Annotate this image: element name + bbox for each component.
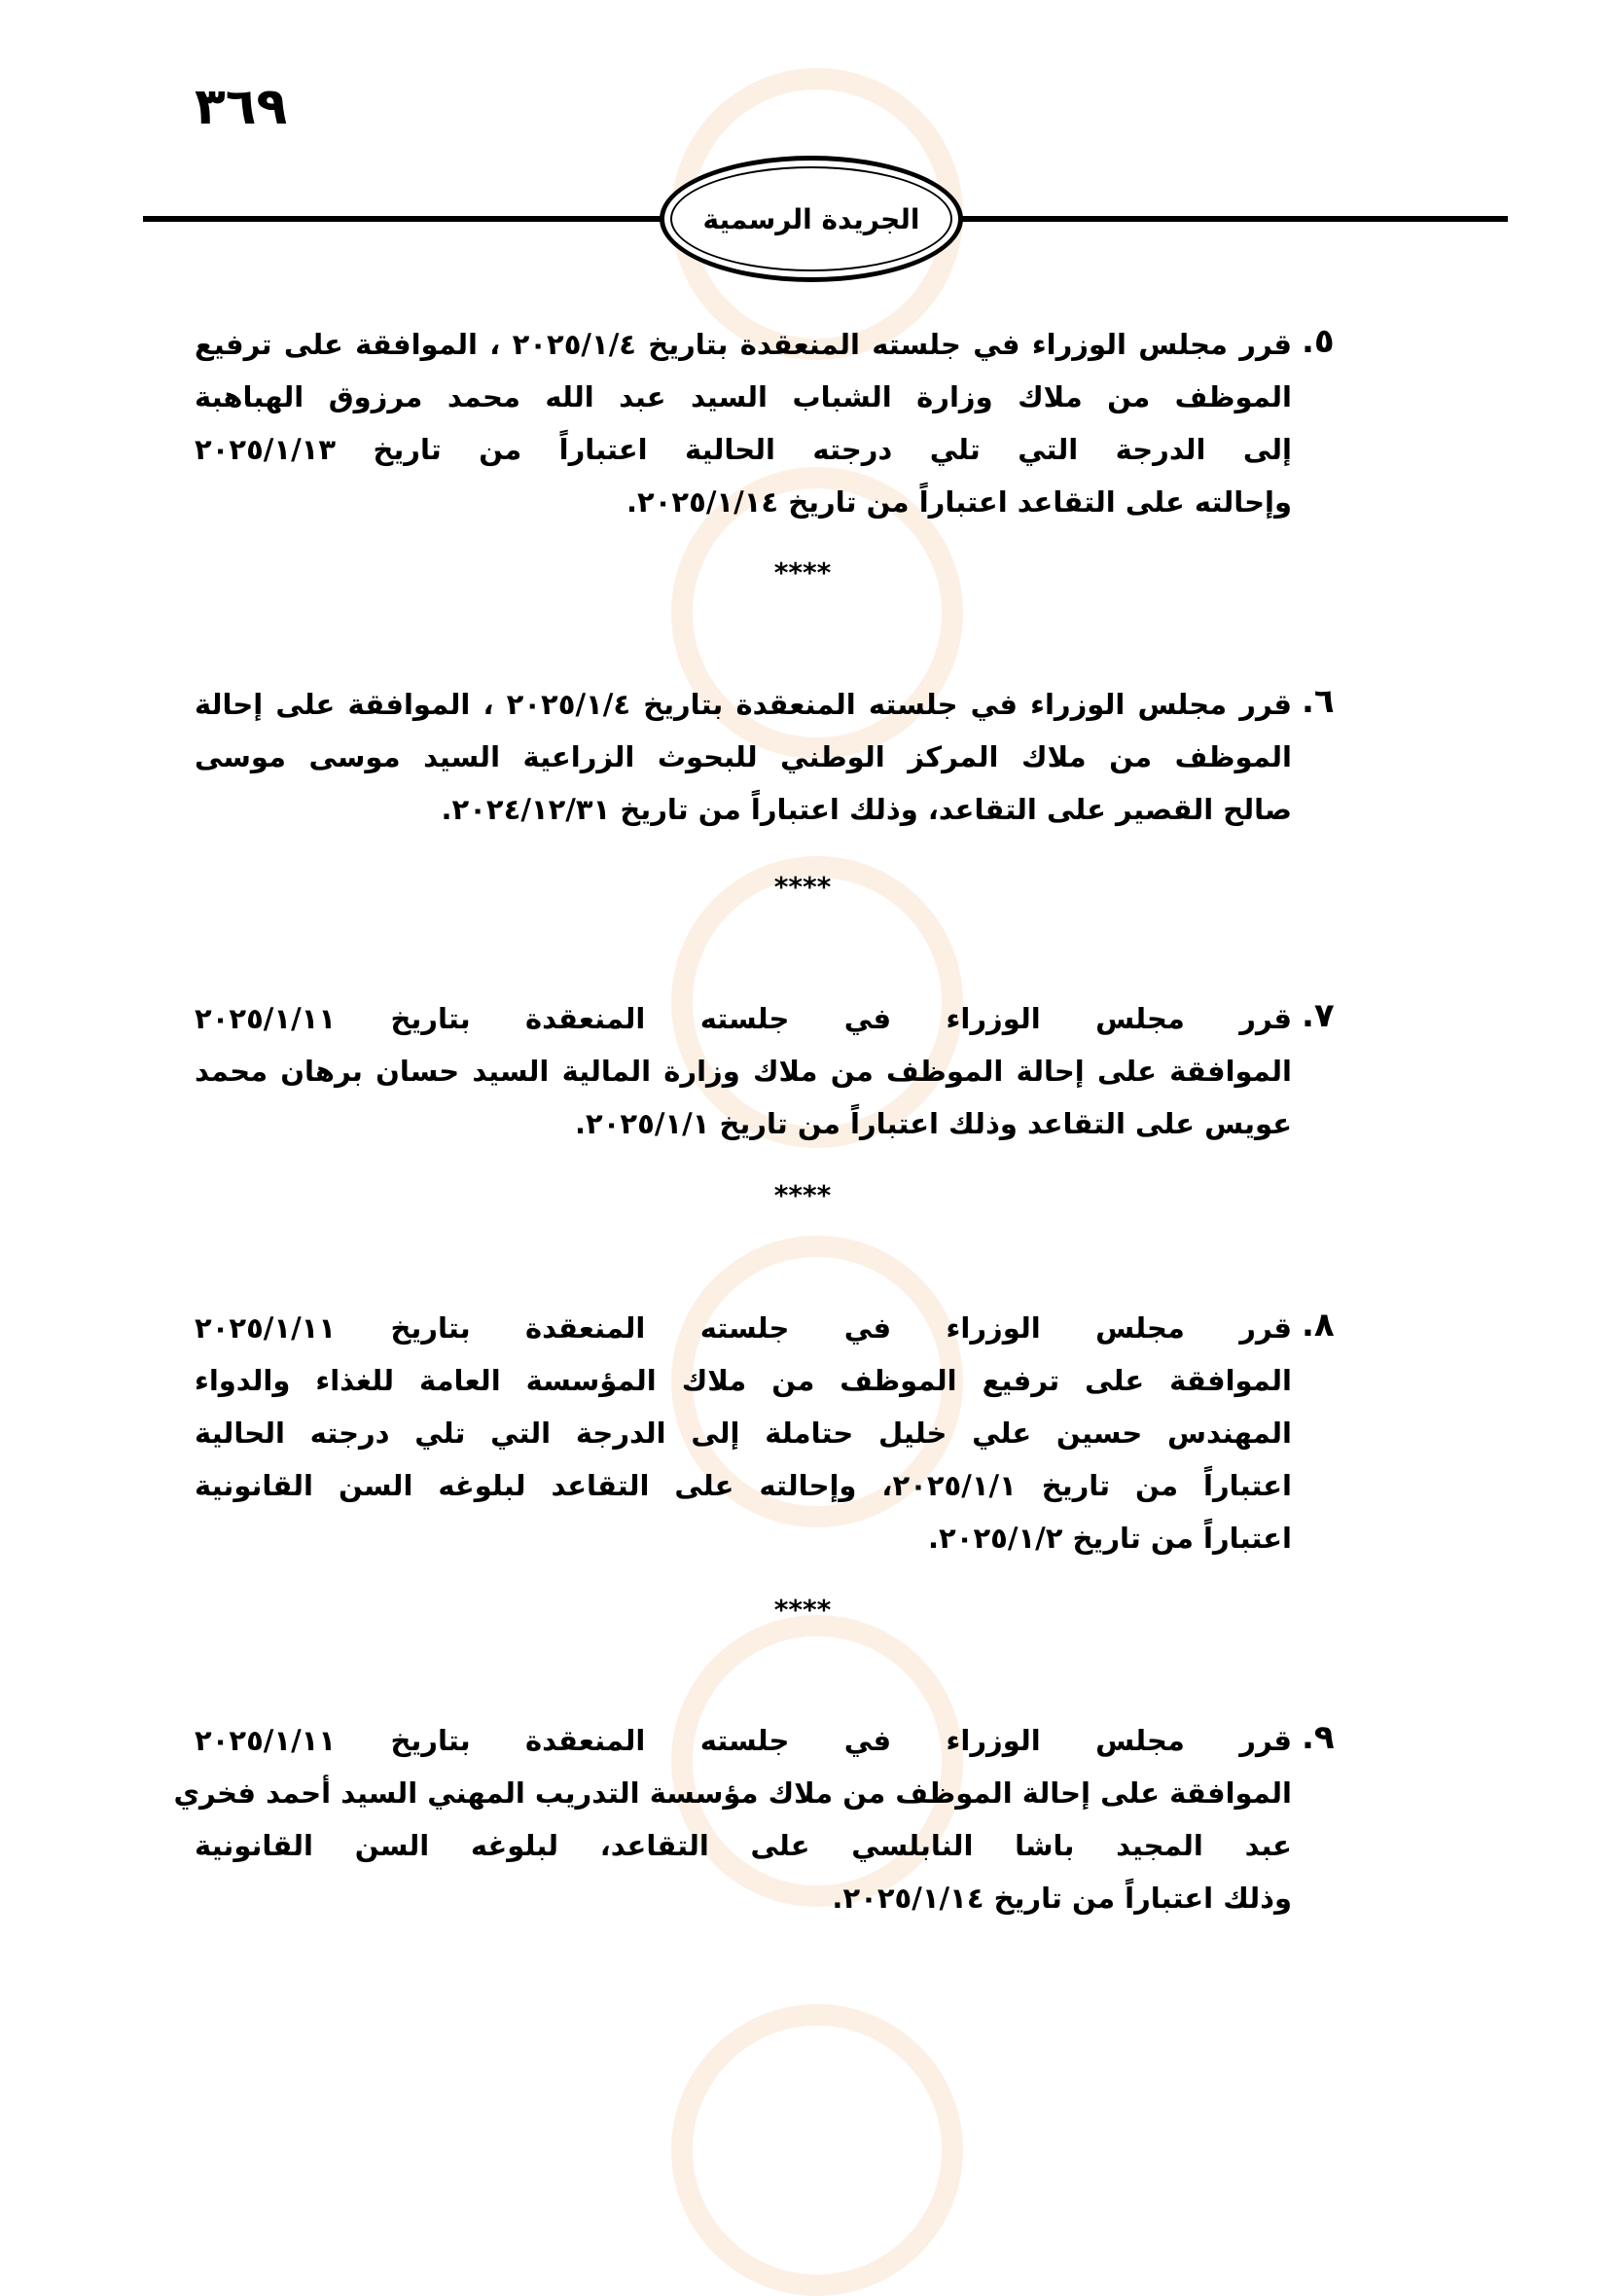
paragraph-line: الموظف من ملاك وزارة الشباب السيد عبد الله محمد مرزوق الهباهبة [195, 380, 1292, 413]
paragraph-line: قرر مجلس الوزراء في جلسته المنعقدة بتاريخ ٢٠٢٥/١/٤ ، الموافقة على ترفيع [195, 328, 1292, 361]
separator-stars: **** [773, 1594, 832, 1626]
header-oval [660, 156, 963, 282]
paragraph-line: صالح القصير على التقاعد، وذلك اعتباراً من تاريخ ٢٠٢٤/١٢/٣١. [441, 793, 1292, 826]
item-number: ٥. [1302, 322, 1335, 361]
paragraph-line: قرر مجلس الوزراء في جلسته المنعقدة بتاريخ ٢٠٢٥/١/١١ [195, 1311, 1292, 1345]
page-number: ٣٦٩ [195, 78, 288, 136]
paragraph-line: عبد المجيد باشا النابلسي على التقاعد، لبلوغه السن القانونية [195, 1829, 1292, 1862]
paragraph-line: قرر مجلس الوزراء في جلسته المنعقدة بتاريخ ٢٠٢٥/١/٤ ، الموافقة على إحالة [195, 688, 1292, 721]
paragraph-line: قرر مجلس الوزراء في جلسته المنعقدة بتاريخ ٢٠٢٥/١/١١ [195, 1724, 1292, 1757]
decision-paragraph [195, 318, 1292, 528]
separator-stars: **** [773, 556, 832, 589]
paragraph-line: الموظف من ملاك المركز الوطني للبحوث الزراعية السيد موسى موسى [195, 740, 1292, 773]
decision-paragraph [195, 1302, 1292, 1564]
paragraph-line: الموافقة على إحالة الموظف من ملاك وزارة المالية السيد حسان برهان محمد [195, 1055, 1292, 1088]
item-number: ٧. [1302, 996, 1335, 1035]
item-number: ٩. [1302, 1718, 1335, 1757]
header-title: الجريدة الرسمية [702, 202, 920, 235]
paragraph-line: قرر مجلس الوزراء في جلسته المنعقدة بتاريخ ٢٠٢٥/١/١١ [195, 1002, 1292, 1035]
paragraph-line: وإحالته على التقاعد اعتباراً من تاريخ ٢٠٢٥/١/١٤. [626, 485, 1292, 519]
clock-watermark-icon [671, 2004, 963, 2296]
paragraph-line: وذلك اعتباراً من تاريخ ٢٠٢٥/١/١٤. [832, 1882, 1292, 1915]
paragraph-line: الموافقة على ترفيع الموظف من ملاك المؤسسة العامة للغذاء والدواء [195, 1364, 1292, 1397]
item-number: ٦. [1302, 682, 1335, 721]
paragraph-line: المهندس حسين علي خليل حتاملة إلى الدرجة التي تلي درجته الحالية [195, 1417, 1292, 1450]
item-number: ٨. [1302, 1306, 1335, 1345]
decision-paragraph [195, 678, 1292, 836]
separator-stars: **** [773, 871, 832, 903]
paragraph-line: اعتباراً من تاريخ ٢٠٢٥/١/١، وإحالته على التقاعد لبلوغه السن القانونية [195, 1469, 1292, 1502]
separator-stars: **** [773, 1179, 832, 1211]
paragraph-line: عويس على التقاعد وذلك اعتباراً من تاريخ ٢٠٢٥/١/١. [574, 1107, 1292, 1140]
decision-paragraph [195, 992, 1292, 1150]
paragraph-line: إلى الدرجة التي تلي درجته الحالية اعتباراً من تاريخ ٢٠٢٥/١/١٣ [195, 433, 1292, 466]
paragraph-line: اعتباراً من تاريخ ٢٠٢٥/١/٢. [928, 1522, 1292, 1555]
decision-paragraph [173, 1714, 1292, 1924]
paragraph-line: الموافقة على إحالة الموظف من ملاك مؤسسة التدريب المهني السيد أحمد فخري [173, 1776, 1292, 1810]
